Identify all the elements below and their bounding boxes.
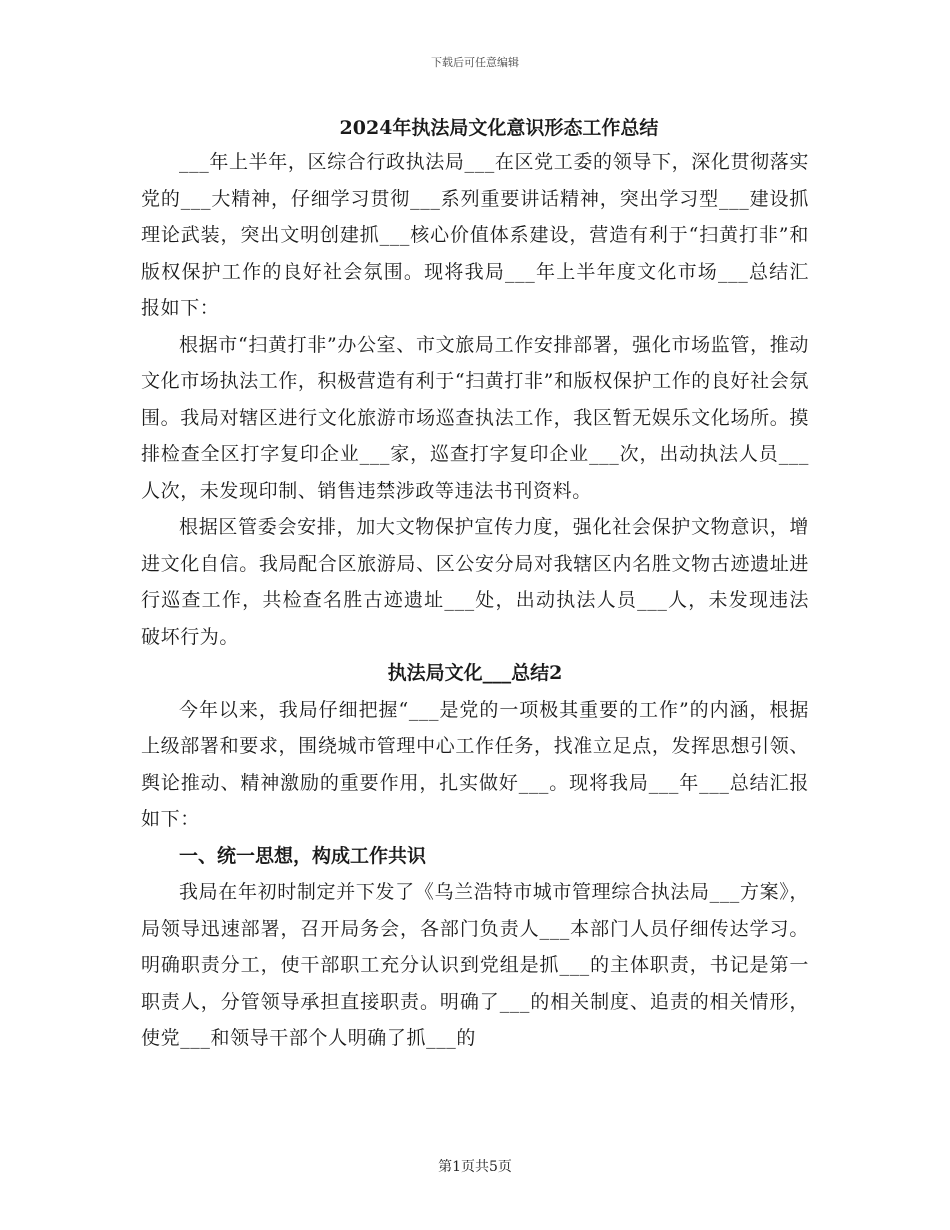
page-header: 下载后可任意编辑 [431,56,519,69]
section-title: 执法局文化___总结2 [387,662,563,684]
subheading-unify-thinking: 一、统一思想，构成工作共识 [179,844,427,867]
paragraph-section2-intro: 今年以来，我局仔细把握“___是党的一项极其重要的工作”的内涵，根据上级部署和要求，围绕城市管理中心工作任务，找准立足点，发挥思想引领、舆论推动、精神激励的重要作用，扎实做好___。现将我局___年___总结汇报如下： [141,698,809,830]
document-title: 2024年执法局文化意识形态工作总结 [339,117,659,139]
page-number-footer: 第1页共5页 [438,1159,512,1175]
document-body [141,112,809,1057]
paragraph-heritage-protection: 根据区管委会安排，加大文物保护宣传力度，强化社会保护文物意识，增进文化自信。我局配合区旅游局、区公安分局对我辖区内名胜文物古迹遗址进行巡查工作，共检查名胜古迹遗址___处，出动执法人员___人，未发现违法破坏行为。 [141,516,809,648]
paragraph-market-inspection: 根据市“扫黄打非”办公室、市文旅局工作安排部署，强化市场监管，推动文化市场执法工作，积极营造有利于“扫黄打非”和版权保护工作的良好社会氛围。我局对辖区进行文化旅游市场巡查执法工作，我区暂无娱乐文化场所。摸排检查全区打字复印企业___家，巡查打字复印企业___次，出动执法人员___人次，未发现印制、销售违禁涉政等违法书刊资料。 [141,333,809,502]
paragraph-intro: ___年上半年，区综合行政执法局___在区党工委的领导下，深化贯彻落实党的___大精神，仔细学习贯彻___系列重要讲话精神，突出学习型___建设抓理论武装，突出文明创建抓___核心价值体系建设，营造有利于“扫黄打非”和版权保护工作的良好社会氛围。现将我局___年上半年度文化市场___总结汇报如下： [141,151,809,319]
paragraph-section2-body: 我局在年初时制定并下发了《乌兰浩特市城市管理综合执法局___方案》，局领导迅速部署，召开局务会，各部门负责人___本部门人员仔细传达学习。明确职责分工，使干部职工充分认识到党组是抓___的主体职责，书记是第一职责人，分管领导承担直接职责。明确了___的相关制度、追责的相关情形，使党___和领导干部个人明确了抓___的 [141,881,809,1049]
